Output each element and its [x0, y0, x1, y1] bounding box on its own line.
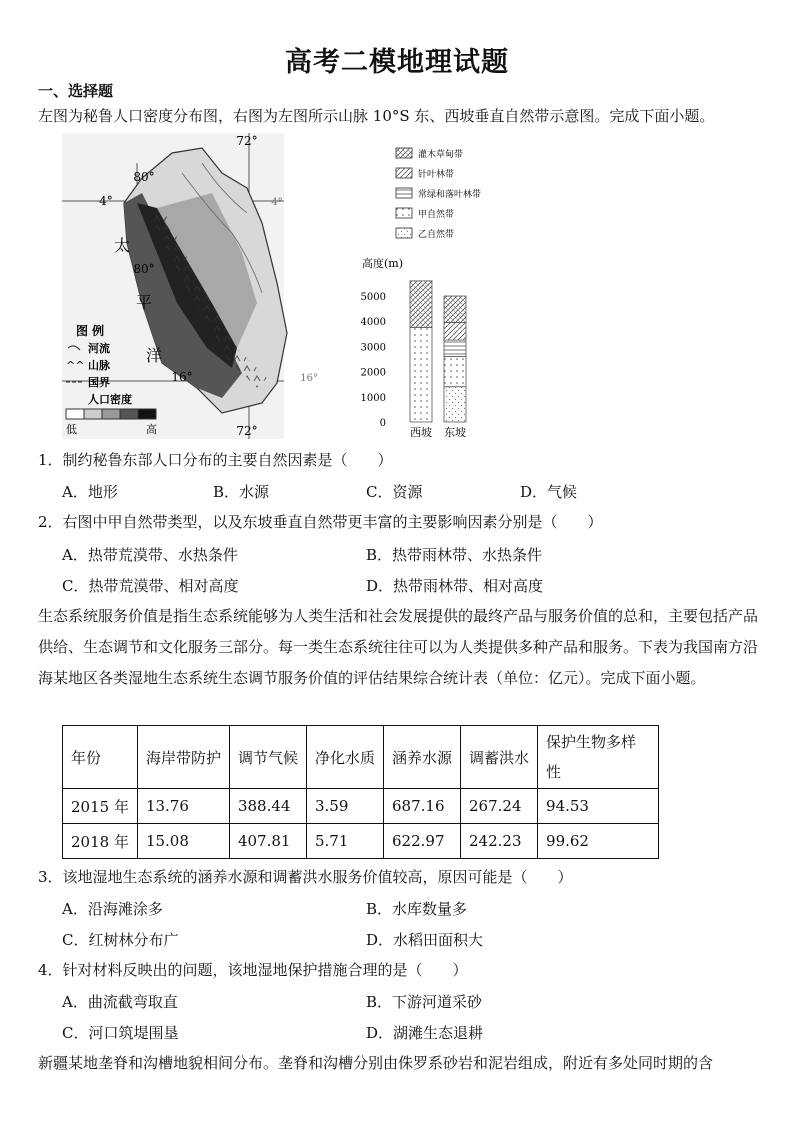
zone-bar-segment	[444, 340, 466, 356]
ocean-label-1: 太	[114, 236, 131, 255]
zone-bar-segment	[444, 296, 466, 322]
table-cell: 622.97	[384, 824, 461, 859]
table-cell: 2015 年	[63, 789, 138, 824]
q4-option-b[interactable]: B．下游河道采砂	[366, 993, 483, 1011]
ocean-label-3: 洋	[146, 346, 163, 365]
zone-xlabel: 西坡	[410, 426, 432, 439]
table-header-cell: 年份	[63, 726, 138, 789]
table-cell: 13.76	[137, 789, 229, 824]
table-header-cell: 保护生物多样性	[538, 726, 659, 789]
legend-mountain-icon: ^^	[66, 359, 85, 372]
q1-option-d[interactable]: D．气候	[520, 483, 578, 501]
q4-option-a[interactable]: A．曲流截弯取直	[62, 993, 178, 1011]
zone-bar-segment	[444, 356, 466, 386]
q1-option-a[interactable]: A．地形	[62, 483, 118, 501]
q3-stem: 3．该地湿地生态系统的涵养水源和调蓄洪水服务价值较高，原因可能是（ ）	[38, 868, 573, 886]
table-row	[63, 824, 659, 859]
q4-option-c[interactable]: C．河口筑堤围垦	[62, 1024, 179, 1042]
page-title: 高考二模地理试题	[285, 47, 509, 78]
table-header-cell: 涵养水源	[384, 726, 461, 789]
legend-border: 国界	[88, 376, 110, 389]
zone-xlabel: 东坡	[444, 426, 466, 439]
zone-legend-swatch	[396, 208, 412, 218]
table-header-cell: 净化水质	[306, 726, 383, 789]
q2-stem: 2．右图中甲自然带类型，以及东坡垂直自然带更丰富的主要影响因素分别是（ ）	[38, 513, 603, 531]
zone-legend-swatch	[396, 228, 412, 238]
zone-bar-segment	[410, 281, 432, 328]
table-cell: 687.16	[384, 789, 461, 824]
zone-bar-segment	[444, 387, 466, 422]
lat-80-top-label: 80°	[133, 170, 155, 184]
legend-density: 人口密度	[88, 393, 132, 406]
zone-ytick-label: 5000	[360, 292, 386, 303]
zone-ytick-label: 1000	[360, 392, 386, 404]
ocean-label-2: 平	[136, 293, 153, 312]
legend-title: 图 例	[76, 324, 105, 338]
legend-mountain: 山脉	[88, 359, 110, 372]
zone-ylabel: 高度(m)	[362, 257, 404, 270]
zone-legend-label: 灌木草甸带	[418, 150, 464, 160]
zone-legend-swatch	[396, 168, 412, 178]
table-header-cell: 调节气候	[229, 726, 306, 789]
lat-80-mid-label: 80°	[133, 262, 155, 276]
table-header-cell: 海岸带防护	[137, 726, 229, 789]
q3-option-d[interactable]: D．水稻田面积大	[366, 931, 484, 949]
zone-legend-label: 常绿和落叶林带	[418, 190, 482, 200]
table-cell: 267.24	[461, 789, 538, 824]
q1-option-c[interactable]: C．资源	[366, 483, 423, 501]
intro-paragraph-3: 新疆某地垄脊和沟槽地貌相间分布。垄脊和沟槽分别由侏罗系砂岩和泥岩组成，附近有多处同时期的含	[38, 1054, 714, 1072]
zone-bar-segment	[410, 328, 432, 423]
q2-option-b[interactable]: B．热带雨林带、水热条件	[366, 546, 543, 564]
lat-4-left-label: 4°	[99, 194, 113, 208]
zone-legend-swatch	[396, 148, 412, 158]
table-row	[63, 789, 659, 824]
table-cell: 2018 年	[63, 824, 138, 859]
zone-ytick-label: 2000	[360, 367, 386, 379]
zone-ytick-label: 4000	[360, 317, 386, 329]
q2-option-a[interactable]: A．热带荒漠带、水热条件	[62, 546, 238, 564]
table-cell: 94.53	[538, 789, 659, 824]
table-cell: 5.71	[306, 824, 383, 859]
lon-72-top-label: 72°	[236, 134, 258, 148]
q4-stem: 4．针对材料反映出的问题，该地湿地保护措施合理的是（ ）	[38, 961, 468, 979]
q2-option-d[interactable]: D．热带雨林带、相对高度	[366, 577, 544, 595]
q3-option-b[interactable]: B．水库数量多	[366, 900, 468, 918]
lat-4-right-label: 4°	[271, 197, 283, 208]
vertical-zone-chart	[358, 140, 518, 440]
legend-low: 低	[66, 423, 77, 436]
table-cell: 3.59	[306, 789, 383, 824]
zone-legend-label: 甲自然带	[418, 210, 455, 220]
lat-16-right-label: 16°	[300, 373, 318, 384]
intro-paragraph-2: 生态系统服务价值是指生态系统能够为人类生活和社会发展提供的最终产品与服务价值的总和，主要包括产品供给、生态调节和文化服务三部分。每一类生态系统往往可以为人类提供多种产品和服务。下表为我国南方沿海某地区各类湿地生态系统生态调节服务价值的评估结果综合统计表（单位：亿元）。完成下面小题。	[38, 607, 759, 687]
section-heading: 一、选择题	[38, 82, 114, 100]
table-header-cell: 调蓄洪水	[461, 726, 538, 789]
q3-option-a[interactable]: A．沿海滩涂多	[62, 900, 163, 918]
zone-legend-label: 针叶林带	[418, 170, 455, 180]
legend-high: 高	[146, 423, 157, 436]
peru-population-map	[62, 133, 318, 439]
lon-72-bottom-label: 72°	[236, 424, 258, 438]
zone-legend-swatch	[396, 188, 412, 198]
lat-16-left-label: 16°	[171, 370, 193, 384]
q1-stem: 1．制约秘鲁东部人口分布的主要自然因素是（ ）	[38, 451, 393, 469]
zone-ytick-label: 0	[379, 418, 386, 429]
q1-option-b[interactable]: B．水源	[213, 483, 270, 501]
table-cell: 388.44	[229, 789, 306, 824]
zone-ytick-label: 3000	[360, 342, 386, 354]
table-cell: 99.62	[538, 824, 659, 859]
intro-paragraph-1: 左图为秘鲁人口密度分布图，右图为左图所示山脉 10°S 东、西坡垂直自然带示意图。完成下面小题。	[38, 107, 715, 125]
q4-option-d[interactable]: D．湖滩生态退耕	[366, 1024, 484, 1042]
table-cell: 242.23	[461, 824, 538, 859]
zone-bar-segment	[444, 322, 466, 340]
q2-option-c[interactable]: C．热带荒漠带、相对高度	[62, 577, 239, 595]
zone-legend-label: 乙自然带	[418, 230, 455, 240]
q3-option-c[interactable]: C．红树林分布广	[62, 931, 179, 949]
table-cell: 15.08	[137, 824, 229, 859]
legend-river: 河流	[88, 342, 110, 355]
table-header-row	[63, 726, 659, 789]
table-cell: 407.81	[229, 824, 306, 859]
wetland-value-table	[62, 725, 659, 859]
